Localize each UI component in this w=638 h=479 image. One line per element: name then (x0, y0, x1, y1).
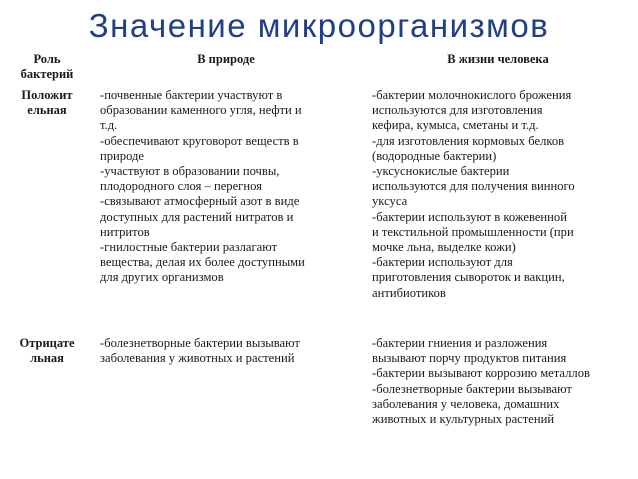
text-line: образовании каменного угля, нефти и (100, 103, 302, 118)
text-line: используются для получения винного (372, 179, 575, 194)
text-line: -почвенные бактерии участвуют в (100, 88, 283, 102)
text-line: -участвуют в образовании почвы, (100, 164, 280, 179)
text-line: приготовления сывороток и вакцин, (372, 270, 565, 285)
nature-cell-positive (90, 88, 362, 330)
header-role-line: бактерий (20, 67, 74, 81)
table-header-row (4, 50, 634, 88)
header-role-line: Роль (33, 52, 61, 66)
table-row-positive (4, 88, 634, 330)
text-line: -бактерии используют для (372, 255, 513, 270)
text-line: заболевания у животных и растений (100, 351, 295, 366)
header-human: В жизни человека (447, 52, 549, 66)
text-line: уксуса (372, 194, 408, 209)
role-cell-positive (4, 88, 90, 330)
text-line: и текстильной промышленности (при (372, 224, 574, 239)
text-line: для других организмов (100, 270, 224, 285)
text-line: заболевания у человека, домашних (372, 396, 560, 411)
human-cell-positive (362, 88, 634, 330)
table-row-negative (4, 330, 634, 427)
text-line: -бактерии используют в кожевенной (372, 209, 567, 224)
text-line: -гнилостные бактерии разлагают (100, 240, 277, 255)
text-line: -болезнетворные бактерии вызывают (372, 381, 572, 396)
human-cell-negative (362, 330, 634, 427)
text-line: мочке льна, выделке кожи) (372, 240, 516, 255)
text-line: -для изготовления кормовых белков (372, 133, 565, 148)
nature-cell-negative (90, 330, 362, 427)
role-line: Положит (21, 88, 73, 102)
text-line: -болезнетворные бактерии вызывают (100, 336, 300, 350)
text-line: доступных для растений нитратов и (100, 209, 294, 224)
text-line: плодородного слоя – перегноя (100, 179, 262, 194)
text-line: т.д. (100, 118, 118, 133)
page-title: Значение микроорганизмов (88, 7, 550, 44)
text-line: -бактерии гниения и разложения (372, 336, 548, 350)
text-line: -обеспечивают круговорот веществ в (100, 133, 299, 148)
role-line: льная (30, 351, 64, 365)
text-line: (водородные бактерии) (372, 148, 497, 163)
text-line: -бактерии вызывают коррозию металлов (372, 366, 590, 381)
text-line: кефира, кумыса, сметаны и т.д. (372, 118, 539, 133)
text-line: вещества, делая их более доступными (100, 255, 305, 270)
header-nature: В природе (197, 52, 255, 66)
text-line: используются для изготовления (372, 103, 543, 118)
text-line: вызывают порчу продуктов питания (372, 351, 567, 366)
header-role (4, 50, 90, 88)
microorganisms-table (4, 50, 634, 427)
text-line: животных и культурных растений (372, 412, 555, 427)
text-line: -связывают атмосферный азот в виде (100, 194, 300, 209)
text-line: -уксуснокислые бактерии (372, 164, 510, 179)
text-line: нитритов (100, 224, 150, 239)
text-line: -бактерии молочнокислого брожения (372, 88, 572, 102)
text-line: природе (100, 148, 145, 163)
role-line: ельная (27, 103, 67, 117)
role-line: Отрицате (19, 336, 75, 350)
text-line: антибиотиков (372, 285, 446, 300)
role-cell-negative (4, 330, 90, 427)
